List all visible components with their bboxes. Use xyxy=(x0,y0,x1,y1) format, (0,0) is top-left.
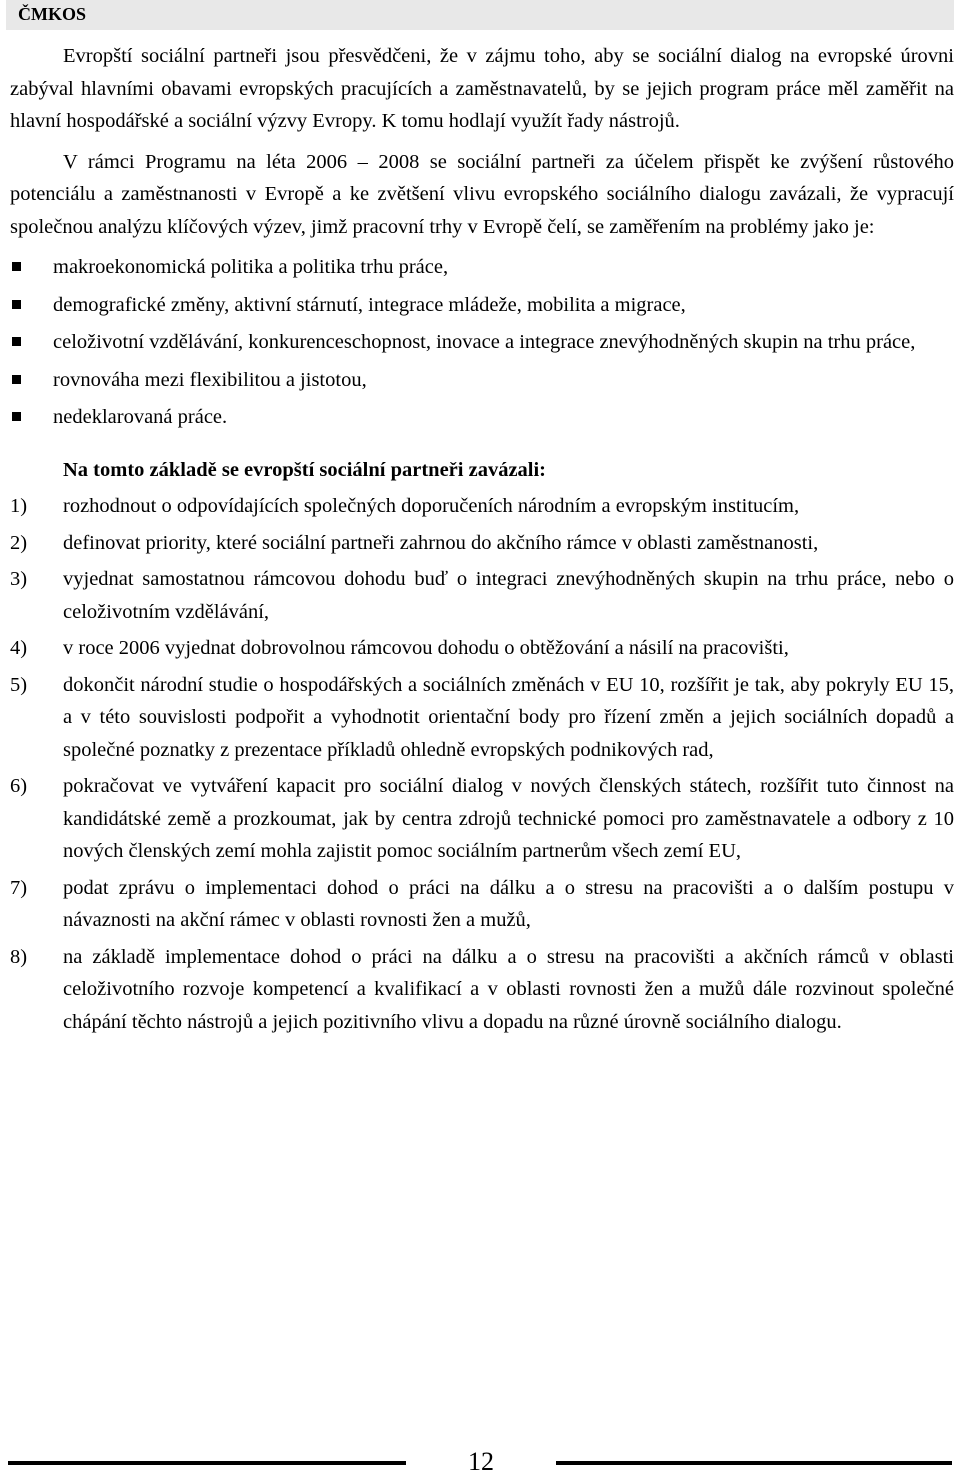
list-item: demografické změny, aktivní stárnutí, integrace mládeže, mobilita a migrace, xyxy=(10,289,954,322)
list-item: 6) pokračovat ve vytváření kapacit pro sociální dialog v nových členských státech, rozšířit tuto činnost na kandidátské země a prozkoumat, jak by centra zdrojů technické pomoci pro zaměstnavatele a odbory z 10 nových členských zemí mohla zajistit pomoc sociálním partnerům všech zemí EU, xyxy=(10,770,954,868)
square-bullet-icon xyxy=(12,412,21,421)
list-item: rovnováha mezi flexibilitou a jistotou, xyxy=(10,364,954,397)
square-bullet-icon xyxy=(12,262,21,271)
bullet-list xyxy=(10,251,954,434)
item-number: 6) xyxy=(10,775,28,797)
item-number: 7) xyxy=(10,876,28,899)
header-bar xyxy=(6,0,954,30)
commitments-heading: Na tomto základě se evropští sociální partneři zavázali: xyxy=(63,458,547,481)
header-label: ČMKOS xyxy=(18,4,87,24)
list-item: 7) podat zprávu o implementaci dohod o práci na dálku a o stresu na pracovišti a o dalším postupu v návaznosti na akční rámec v oblasti rovnosti žen a mužů, xyxy=(10,872,954,937)
list-item: 8) na základě implementace dohod o práci na dálku a o stresu na pracovišti a akčních rámců v oblasti celoživotního rozvoje kompetencí a kvalifikací a v oblasti rovnosti žen a mužů dále rozvinout společné chápání těchto nástrojů a jejich pozitivního vlivu a dopadu na různé úrovně sociálního dialogu. xyxy=(10,941,954,1039)
item-number: 5) xyxy=(10,673,28,696)
item-number: 4) xyxy=(10,637,28,659)
footer-divider-right xyxy=(556,1461,952,1465)
list-item: nedeklarovaná práce. xyxy=(10,401,954,434)
item-number: 1) xyxy=(10,495,28,517)
list-item: makroekonomická politika a politika trhu práce, xyxy=(10,251,954,284)
paragraph-program: V rámci Programu na léta 2006 – 2008 se sociální partneři za účelem přispět ke zvýšení růstového potenciálu a zaměstnanosti v Evropě a ke zvětšení vlivu evropského sociálního dialogu zavázali, že vypracují společnou analýzu klíčových výzev, jimž pracovní trhy v Evropě čelí, se zaměřením na problémy jako je: xyxy=(10,150,954,238)
square-bullet-icon xyxy=(12,375,21,384)
list-item: 3) vyjednat samostatnou rámcovou dohodu buď o integraci znevýhodněných skupin na trhu práce, nebo o celoživotním vzdělávání, xyxy=(10,563,954,628)
square-bullet-icon xyxy=(12,337,21,346)
document-body xyxy=(10,40,954,1042)
paragraph-intro: Evropští sociální partneři jsou přesvědčeni, že v zájmu toho, aby se sociální dialog na evropské úrovni zabýval hlavními obavami evropských pracujících a zaměstnavatelů, by se jejich program práce měl zaměřit na hlavní hospodářské a sociální výzvy Evropy. K tomu hodlají využít řady nástrojů. xyxy=(10,45,954,132)
commitments-list xyxy=(10,490,954,1038)
square-bullet-icon xyxy=(12,300,21,309)
item-number: 2) xyxy=(10,531,28,554)
item-number: 8) xyxy=(10,945,28,968)
list-item: 2) definovat priority, které sociální partneři zahrnou do akčního rámce v oblasti zaměstnanosti, xyxy=(10,527,954,560)
list-item: 4) v roce 2006 vyjednat dobrovolnou rámcovou dohodu o obtěžování a násilí na pracovišti, xyxy=(10,632,954,665)
item-number: 3) xyxy=(10,568,28,590)
footer-divider-left xyxy=(8,1461,406,1465)
list-item: 5) dokončit národní studie o hospodářských a sociálních změnách v EU 10, rozšířit je tak, aby pokryly EU 15, a v této souvislosti podpořit a vyhodnotit orientační body pro řízení změn a jejich sociálních dopadů a společné poznatky z prezentace příkladů ohledně evropských podnikových rad, xyxy=(10,669,954,767)
list-item: celoživotní vzdělávání, konkurenceschopnost, inovace a integrace znevýhodněných skupin na trhu práce, xyxy=(10,326,954,359)
page-number: 12 xyxy=(468,1447,494,1476)
list-item: 1) rozhodnout o odpovídajících společných doporučeních národním a evropským institucím, xyxy=(10,490,954,523)
